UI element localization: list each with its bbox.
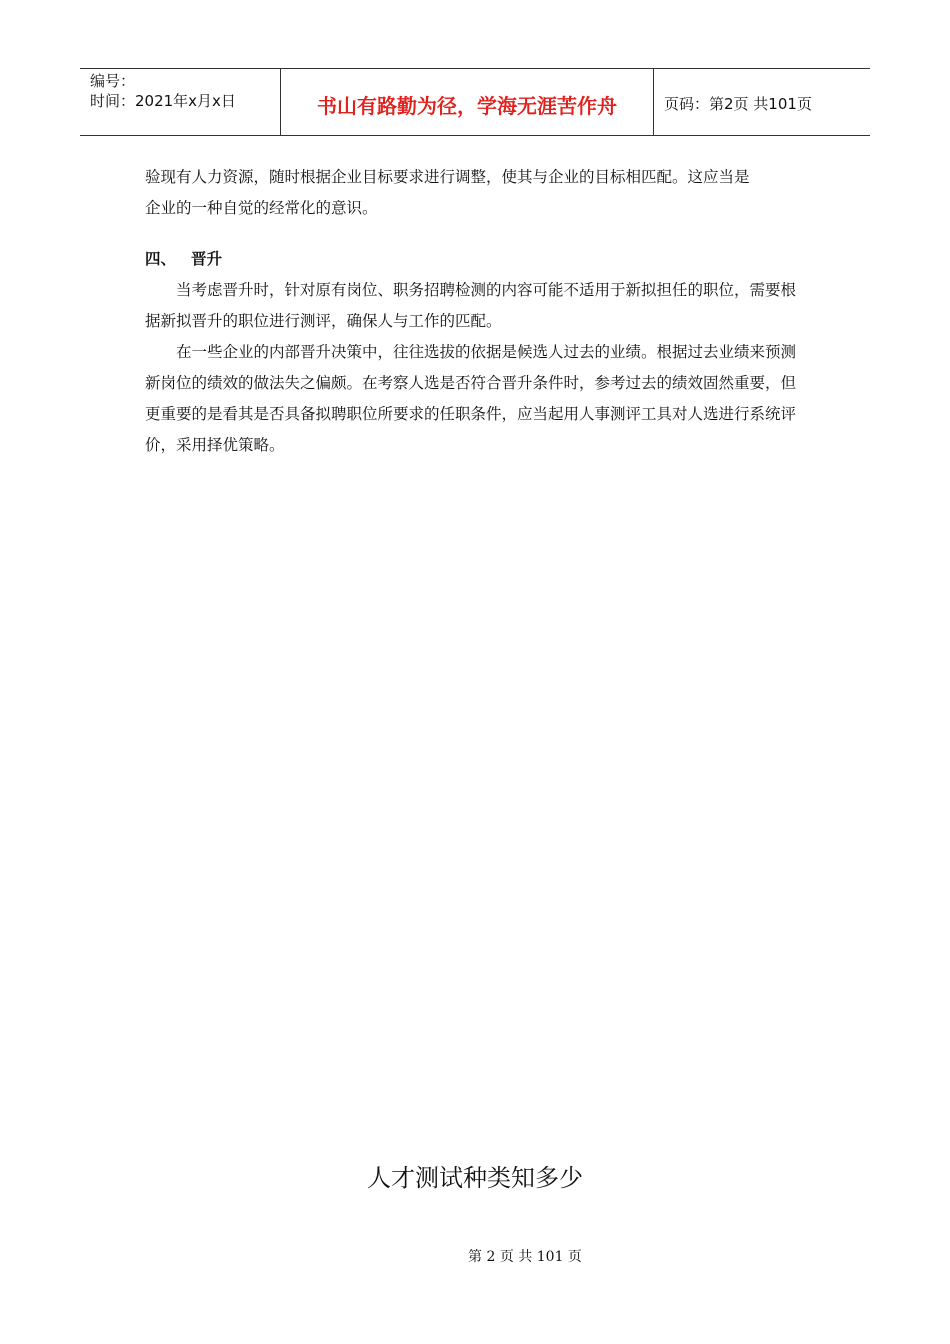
- document-date: 时间：2021年x月x日: [90, 92, 236, 110]
- page-header: [80, 68, 870, 136]
- paragraph-continued-line-1: 验现有人力资源，随时根据企业目标要求进行调整，使其与企业的目标相匹配。这应当是: [145, 168, 750, 186]
- next-article-title: 人才测试种类知多少: [367, 1164, 583, 1192]
- section-number: 四、: [145, 250, 177, 268]
- paragraph-continued-line-2: 企业的一种自觉的经常化的意识。: [145, 199, 378, 217]
- section-heading: [145, 244, 810, 275]
- header-page-info: 页码：第2页 共101页: [664, 94, 812, 113]
- document-body: [145, 162, 810, 461]
- header-motto: 书山有路勤为径，学海无涯苦作舟: [281, 69, 654, 135]
- section-title: 晋升: [191, 250, 223, 268]
- paragraph-promotion-detail: 在一些企业的内部晋升决策中，往往选拔的依据是候选人过去的业绩。根据过去业绩来预测新岗位的绩效的做法失之偏颇。在考察人选是否符合晋升条件时，参考过去的绩效固然重要，但更重要的是看其是否具备拟聘职位所要求的任职条件，应当起用人事测评工具对人选进行系统评价，采用择优策略。: [145, 343, 797, 454]
- document-number: 编号：: [90, 72, 136, 90]
- page-footer: 第 2 页 共 101 页: [468, 1249, 582, 1265]
- paragraph-promotion-intro: 当考虑晋升时，针对原有岗位、职务招聘检测的内容可能不适用于新拟担任的职位，需要根据新拟晋升的职位进行测评，确保人与工作的匹配。: [145, 281, 797, 330]
- header-meta: [80, 69, 281, 135]
